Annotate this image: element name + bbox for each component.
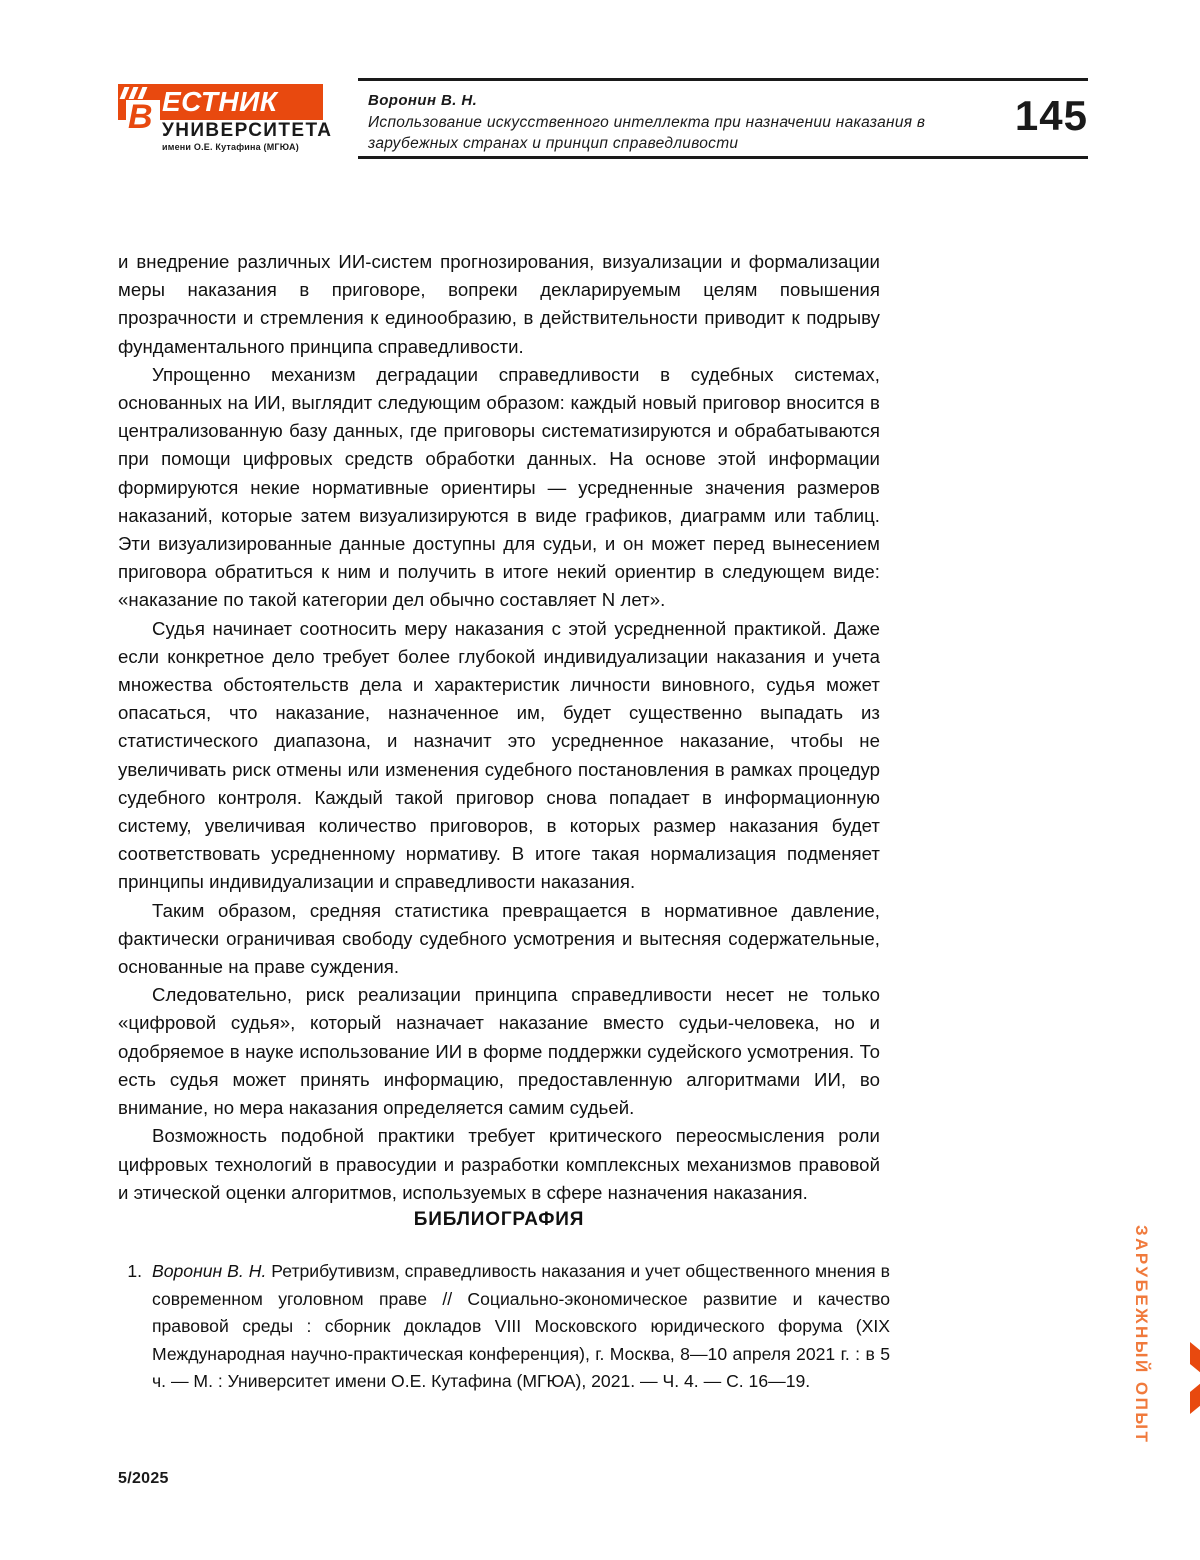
paragraph: Упрощенно механизм деградации справедливости в судебных системах, основанных на ИИ, выглядит следующим образом: каждый новый приговор вносится в централизованную базу данных, где приговоры систематизируются и обрабатываются при помощи цифровых средств обработки данных. На основе этой информации формируются некие нормативные ориентиры — усредненные значения размеров наказаний, которые затем визуализируются в виде графиков, диаграмм или таблиц. Эти визуализированные данные доступны для судьи, и он может перед вынесением приговора обратиться к ним и получить в итоге некий ориентир в следующем виде: «наказание по такой категории дел обычно составляет N лет». (118, 363, 880, 611)
logo-brand-text: ЕСТНИК (162, 86, 278, 117)
header-author: Воронин В. Н. (368, 92, 478, 109)
journal-logo (118, 84, 333, 152)
bibliography-heading: БИБЛИОГРАФИЯ (413, 1209, 585, 1230)
page-number: 145 (1014, 92, 1088, 139)
paragraph: Следовательно, риск реализации принципа справедливости несет не только «цифровой судья», который назначает наказание вместо судьи-человека, но и одобряемое в науке использование ИИ в форме поддержки судейского усмотрения. То есть судья может принять информацию, предоставленную алгоритмами ИИ, во внимание, но мера наказания определяется самим судьей. (118, 984, 880, 1119)
bibliography-item (118, 1258, 890, 1396)
header-article-title: Использование искусственного интеллекта при назначении наказания в зарубежных странах и принцип справедливости (368, 114, 926, 152)
section-side-tab (1118, 1225, 1158, 1445)
section-side-tab-label: ЗАРУБЕЖНЫЙ ОПЫТ (1132, 1225, 1151, 1445)
bibliography-item-body: Ретрибутивизм, справедливость наказания и учет общественного мнения в современном уголовном праве // Социально-экономическое развитие и качество правовой среды : сборник докладов VIII Московского юридического форума (XIX Международная научно-практическая конференция), г. Москва, 8—10 апреля 2021 г. : в 5 ч. — М. : Университет имени О.Е. Кутафина (МГЮА), 2021. — Ч. 4. — С. 16—19. (152, 1261, 890, 1391)
header-rule-top (358, 78, 1088, 81)
paragraph: Судья начинает соотносить меру наказания с этой усредненной практикой. Даже если конкретное дело требует более глубокой индивидуализации наказания и учета множества обстоятельств дела и характеристик личности виновного, судья может опасаться, что наказание, назначенное им, будет существенно выпадать из статистического диапазона, и назначит это усредненное наказание, чтобы не увеличивать риск отмены или изменения судебного постановления в рамках процедур судебного контроля. Каждый такой приговор снова попадает в информационную систему, увеличивая количество приговоров, в которых размер наказания будет соответствовать усредненному нормативу. В итоге такая нормализация подменяет принципы индивидуализации и справедливости наказания. (118, 617, 880, 893)
header-rule-bottom (358, 156, 1088, 159)
paragraph: Таким образом, средняя статистика превращается в нормативное давление, фактически ограничивая свободу судебного усмотрения и вытесняя содержательные, основанные на праве суждения. (118, 899, 880, 978)
logo-university-text: УНИВЕРСИТЕТА (162, 120, 333, 141)
bibliography-item-number: 1. (127, 1261, 142, 1281)
bibliography-item-text (152, 1258, 890, 1396)
paragraph: Возможность подобной практики требует критического переосмысления роли цифровых технологий в правосудии и разработки комплексных механизмов правовой и этической оценки алгоритмов, используемых в сфере назначения наказания. (118, 1125, 880, 1203)
logo-v-letter: В (128, 98, 153, 136)
paragraph: и внедрение различных ИИ-систем прогнозирования, визуализации и формализации меры наказания в приговоре, вопреки декларируемым целям повышения прозрачности и стремления к единообразию, в действительности приводит к подрыву фундаментального принципа справедливости. (118, 251, 880, 357)
bibliography-list (118, 1258, 890, 1396)
bibliography-item-author: Воронин В. Н. (152, 1261, 267, 1281)
article-body (118, 248, 880, 1207)
page-header (118, 78, 1088, 158)
footer-issue: 5/2025 (118, 1470, 169, 1487)
logo-subtitle-text: имени О.Е. Кутафина (МГЮА) (162, 142, 299, 152)
arrow-notch-icon (1190, 1364, 1200, 1392)
